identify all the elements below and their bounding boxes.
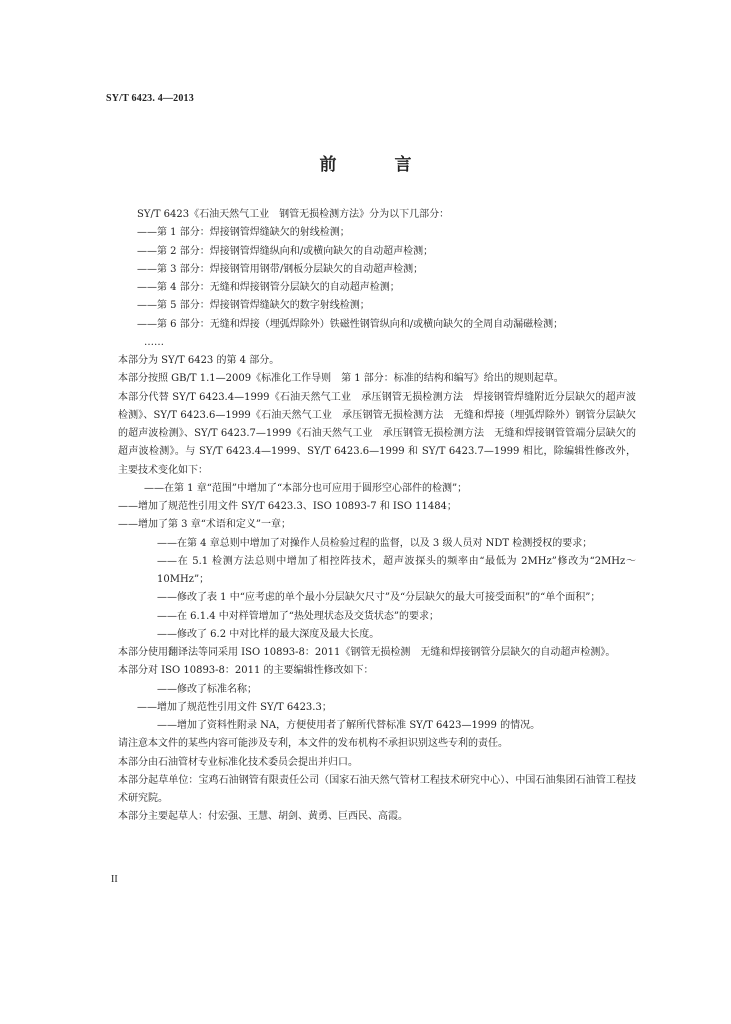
- list-item-part5: ——第 5 部分：焊接钢管焊缝缺欠的数字射线检测；: [137, 300, 370, 312]
- document-code-header: SY/T 6423. 4—2013: [106, 93, 194, 104]
- list-item-part2: ——第 2 部分：焊接钢管焊缝纵向和/或横向缺欠的自动超声检测；: [137, 245, 434, 257]
- list-item-part3: ——第 3 部分：焊接钢管用钢带/钢板分层缺欠的自动超声检测；: [137, 263, 424, 275]
- list-item-part6: ——第 6 部分：无缝和焊接（埋弧焊除外）铁磁性钢管纵向和/或横向缺欠的全周自动漏磁检测；: [137, 318, 564, 330]
- list-ellipsis: ……: [144, 336, 164, 348]
- paragraph-adoption: 本部分使用翻译法等同采用 ISO 10893-8：2011《钢管无损检测 无缝和焊接钢管分层缺欠的自动超声检测》。: [118, 647, 616, 658]
- paragraph-drafting-units: 本部分起草单位：宝鸡石油钢管有限责任公司（国家石油天然气管材工程技术研究中心）、中国石油集团石油管工程技术研究院。: [118, 774, 636, 804]
- list-item-part4: ——第 4 部分：无缝和焊接钢管分层缺欠的自动超声检测；: [137, 282, 400, 293]
- editorial-item: ——修改了标准名称；: [157, 683, 257, 695]
- foreword-body: [118, 206, 636, 827]
- paragraph-part-number: 本部分为 SY/T 6423 的第 4 部分。: [118, 355, 280, 366]
- change-item: ——在 5.1 检测方法总则中增加了相控阵技术，超声波探头的频率由“最低为 2MHz”修改为“2MHz～10MHz”；: [157, 555, 636, 585]
- paragraph-drafters: 本部分主要起草人：付宏强、王慧、胡剑、黄勇、巨西民、高霞。: [118, 811, 408, 823]
- paragraph-editorial-changes: 本部分对 ISO 10893-8：2011 的主要编辑性修改如下：: [118, 665, 374, 677]
- paragraph-drafting-rules: 本部分按照 GB/T 1.1—2009《标准化工作导则 第 1 部分：标准的结构和编写》给出的规则起草。: [118, 373, 564, 385]
- change-item: ——在第 4 章总则中增加了对操作人员检验过程的监督，以及 3 级人员对 NDT 检测授权的要求；: [157, 537, 593, 549]
- change-item: ——在 6.1.4 中对样管增加了“热处理状态及交货状态”的要求；: [157, 610, 440, 622]
- change-item: ——在第 1 章“范围”中增加了“本部分也可应用于圆形空心部件的检测”；: [144, 482, 468, 494]
- change-item: ——增加了规范性引用文件 SY/T 6423.3、ISO 10893-7 和 ISO 11484；: [118, 501, 457, 512]
- paragraph-proposed-by: 本部分由石油管材专业标准化技术委员会提出并归口。: [118, 756, 358, 768]
- paragraph-patent-notice: 请注意本文件的某些内容可能涉及专利，本文件的发布机构不承担识别这些专利的责任。: [118, 738, 508, 750]
- list-item-part1: ——第 1 部分：焊接钢管焊缝缺欠的射线检测；: [137, 227, 350, 239]
- intro-line: SY/T 6423《石油天然气工业 钢管无损检测方法》分为以下几部分：: [137, 209, 450, 220]
- editorial-item: ——增加了资料性附录 NA，方便使用者了解所代替标准 SY/T 6423—1999 的情况。: [157, 720, 541, 731]
- page-number: II: [111, 874, 118, 885]
- editorial-item: ——增加了规范性引用文件 SY/T 6423.3；: [137, 701, 332, 713]
- paragraph-replaces: 本部分代替 SY/T 6423.4—1999《石油天然气工业 承压钢管无损检测方法 焊接钢管焊缝附近分层缺欠的超声波检测》、SY/T 6423.6—1999《石油天然气工业 承压钢管无损检测方法 无缝和焊接（埋弧焊除外）钢管分层缺欠的超声波检测》、SY/T 6423.7—1999《石油天然气工业 承压钢管无损检测方法 无缝和焊接钢管管端分层缺欠的超声波检测》。与 SY/T 6423.4—1999、SY/T 6423.6—1999 和 SY/T 6423.7—1999 相比，除编辑性修改外，主要技术变化如下：: [118, 391, 636, 476]
- page-title: 前 言: [319, 155, 438, 175]
- change-item: ——修改了表 1 中“应考虑的单个最小分层缺欠尺寸”及“分层缺欠的最大可接受面积”的“单个面积”；: [157, 592, 601, 604]
- change-item: ——增加了第 3 章“术语和定义”一章；: [118, 519, 291, 531]
- change-item: ——修改了 6.2 中对比样的最大深度及最大长度。: [157, 628, 380, 640]
